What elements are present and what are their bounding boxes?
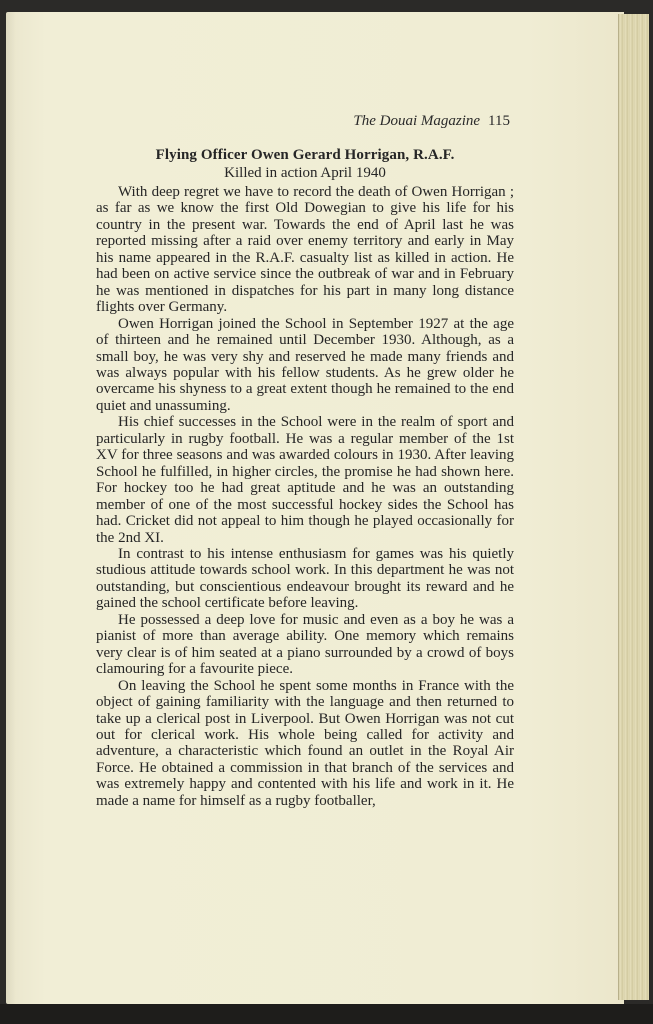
article-subtitle: Killed in action April 1940 — [224, 165, 386, 181]
paragraph-1: With deep regret we have to record the death of Owen Horrigan ; as far as we know the first Old Dowegian to give his life for his country in the present war. Towards the end of April last he was reported missing after a raid over enemy territory and early in May his name appeared in the R.A.F. casualty list as killed in action. He had been on active service since the outbreak of war and in February he was mentioned in dispatches for his part in many long distance flights over Germany. — [96, 184, 514, 316]
page-number: 115 — [488, 113, 510, 129]
paragraph-4: In contrast to his intense enthusiasm for games was his quietly studious attitude towards school work. In this department he was not outstanding, but conscientious endeavour brought its reward and he gained the school certificate before leaving. — [96, 545, 514, 612]
paragraph-6: On leaving the School he spent some months in France with the object of gaining familiarity with the language and then returned to take up a clerical post in Liverpool. But Owen Horrigan was not cut out for clerical work. His whole being called for activity and adventure, a characteristic which found an outlet in the Royal Air Force. He obtained a commission in that branch of the services and was extremely happy and contented with his life and work in it. He made a name for himself as a rugby footballer, — [96, 677, 514, 809]
running-header — [300, 113, 510, 135]
article-title: Flying Officer Owen Gerard Horrigan, R.A.F. — [155, 147, 455, 163]
obituary-article — [96, 146, 514, 809]
running-header-title: The Douai Magazine — [353, 113, 481, 129]
scanner-bed — [0, 1004, 653, 1024]
paragraph-2: Owen Horrigan joined the School in September 1927 at the age of thirteen and he remained until December 1930. Although, as a small boy, he was very shy and reserved he made many friends and was always popular with his fellow students. As he grew older he overcame his shyness to a great extent though he remained to the end quiet and unassuming. — [96, 315, 514, 414]
paragraph-5: He possessed a deep love for music and even as a boy he was a pianist of more than average ability. One memory which remains very clear is of him seated at a piano surrounded by a crowd of boys clamouring for a favourite piece. — [96, 611, 514, 678]
page-edges — [618, 14, 649, 1000]
paragraph-3: His chief successes in the School were in the realm of sport and particularly in rugby football. He was a regular member of the 1st XV for three seasons and was awarded colours in 1930. After leaving School he fulfilled, in higher circles, the promise he had shown here. For hockey too he had great aptitude and he was an outstanding member of one of the most successful hockey sides the School has had. Cricket did not appeal to him though he played occasionally for the 2nd XI. — [96, 414, 514, 546]
